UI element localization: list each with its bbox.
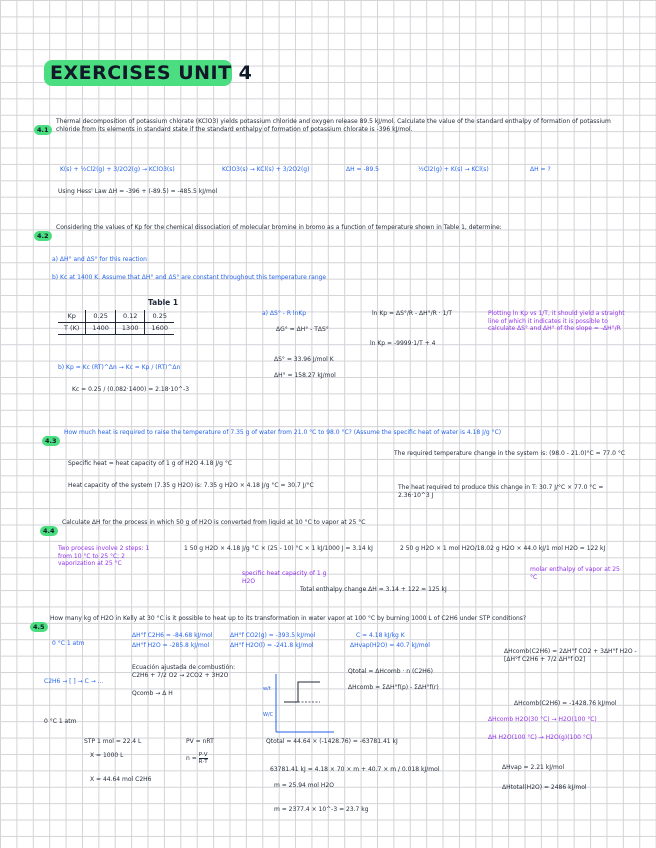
ex2-sol-s: ΔS° = 33.96 J/mol K — [274, 356, 334, 363]
ex5-flow-step: Qcomb → Δ H — [132, 690, 173, 697]
n-denominator: R·T — [198, 759, 208, 765]
table-cell: 1300 — [115, 322, 145, 334]
n-numerator: P·V — [198, 752, 208, 758]
ex5-qtotal: Qtotal = ΔHcomb · n (C2H6) — [348, 668, 433, 675]
ex4-badge: 4.4 — [40, 518, 58, 537]
diagram-curve — [284, 682, 320, 702]
ex5-badge: 4.5 — [30, 614, 48, 633]
ex5-data1: ΔH°f C2H6 = -84.68 kJ/mol — [132, 632, 213, 639]
table-cell: T (K) — [58, 322, 86, 334]
data-table — [58, 310, 174, 335]
ex2-sol-b1: b) Kp = Kc (RT)^Δn → Kc = Kp / (RT)^Δn — [58, 364, 181, 371]
ex1-result: Using Hess' Law ΔH = -396 + (-89.5) = -485.5 kJ/mol — [58, 188, 218, 195]
ex3-badge: 4.3 — [42, 428, 60, 447]
ex5-stp3: X = 1000 L — [90, 752, 124, 759]
ex5-hess1: ΔHcomb(C2H6) = 2ΔH°f CO2 + 3ΔH°f H2O - [ΔH°f C2H6 + 7/2 ΔH°f O2] — [504, 648, 637, 663]
energy-diagram — [262, 668, 338, 740]
ex1-eq-2-val: ΔH = -89.5 — [346, 166, 379, 173]
table-cell: Kp — [58, 310, 86, 322]
ex1-eq-main: K(s) + ½Cl2(g) + 3/2O2(g) → KClO3(s) — [60, 166, 175, 173]
table-cell: 0.25 — [86, 310, 116, 322]
ex5-flow-left: C2H6 → [ ] → C → … — [44, 678, 104, 685]
ex5-eq-h2o1: ΔHcomb H2O(30 °C) → H2O(100 °C) — [488, 716, 597, 723]
ex5-m-line: m = 25.94 mol H2O — [274, 782, 334, 789]
ex2-part-a: a) ΔH° and ΔS° for this reaction — [52, 256, 147, 263]
ex5-final: m = 2377.4 × 10^-3 = 23.7 kg — [274, 806, 369, 813]
ex4-total: Total enthalpy change ΔH = 3.14 + 122 = 125 kJ — [300, 586, 447, 593]
table-row — [58, 322, 174, 334]
page-title: EXERCISES UNIT 4 — [50, 62, 253, 84]
table-row — [58, 310, 174, 322]
ex4-step1: 1 50 g H2O × 4.18 J/g °C × (25 - 10) °C × 1 kJ/1000 J = 3.14 kJ — [184, 545, 373, 552]
ex5-flow-note: Ecuación ajustada de combustión: C2H6 + 7/2 O2 → 2CO2 + 3H2O — [132, 664, 236, 679]
ex2-sol-a2: ΔG° = ΔH° - TΔS° — [276, 326, 329, 333]
ex4-step2-label: molar enthalpy of vapor at 25 °C — [530, 566, 620, 581]
ex2-sol-b2: Kc = 0.25 / (0.082·1400) = 2.18·10^-3 — [72, 386, 190, 393]
diagram-label-t: w/t — [263, 686, 271, 692]
ex5-data5: ΔH°f H2O(l) = -241.8 kJ/mol — [230, 642, 314, 649]
ex5-qtotal-val: Qtotal = 44.64 × (-1428.76) = -63781.41 kJ — [266, 738, 398, 745]
ex4-step2: 2 50 g H2O × 1 mol H2O/18.02 g H2O × 44.0 kJ/1 mol H2O = 122 kJ — [400, 545, 606, 552]
ex2-statement: Considering the values of Kp for the chemical dissociation of molecular bromine in bromo as a function of temperature shown in Table 1, determine: — [56, 224, 502, 231]
ex5-eq-h2o2: ΔH H2O(100 °C) → H2O(g)(100 °C) — [488, 734, 593, 741]
ex5-stp-label: 0 °C 1 atm — [52, 640, 85, 647]
table-cell: 0.12 — [115, 310, 145, 322]
ex5-dh-vap: ΔHvap = 2.21 kJ/mol — [502, 764, 565, 771]
ex2-sol-a1: a) ΔS° - R lnKp — [262, 310, 307, 317]
table-cell: 1600 — [145, 322, 174, 334]
ex5-n-formula: n = $\frac{P\cdot V}{R\cdot T}$ — [186, 752, 208, 765]
ex1-eq-2: KClO3(s) → KCl(s) + 3/2O2(g) — [222, 166, 310, 173]
ex5-stp2: STP 1 mol = 22.4 L — [84, 738, 142, 745]
ex2-sol-ln: ln Kp = ΔS°/R - ΔH°/R · 1/T — [372, 310, 453, 317]
kp-table — [58, 310, 174, 335]
ex5-stp: 0 °C 1 atm — [44, 718, 77, 725]
ex5-n-c2h6: X = 44.64 mol C2H6 — [90, 776, 152, 783]
ex4-step1-label: specific heat capacity of 1 g H2O — [242, 570, 327, 585]
ex2-sol-ln2: ln Kp = -9999·1/T + 4 — [370, 340, 436, 347]
ex4-note: Two process involve 2 steps: 1 from 10 °C to 25 °C; 2 vaporization at 25 °C — [58, 545, 150, 567]
diagram-label-wc: W/C — [263, 712, 274, 718]
ex5-pv: PV = nRT — [186, 738, 214, 745]
ex2-sol-h: ΔH° = 158.27 kJ/mol — [274, 372, 336, 379]
ex5-data6: ΔHvap(H2O) = 40.7 kJ/mol — [350, 642, 430, 649]
ex3-temp-change: The required temperature change in the system is: (98.0 - 21.0)°C = 77.0 °C — [394, 450, 626, 457]
ex5-statement: How many kg of H2O in Kelly at 30 °C is it possible to heat up to its transformation in water vapor at 100 °C by burning 1000 L of C2H6 under STP conditions? — [50, 615, 527, 622]
ex5-data4: C = 4.18 kJ/kg K — [356, 632, 405, 639]
ex2-part-b: b) Kc at 1400 K. Assume that ΔH° and ΔS° are constant throughout this temperature range — [52, 274, 327, 281]
ex2-sol-note: Plotting ln Kp vs 1/T, it should yield a straight line of which it indicates it is possible to calculate ΔS° and ΔH° of the slope = -ΔH°/R — [488, 310, 625, 332]
ex5-hess2: ΔHcomb(C2H6) = -1428.76 kJ/mol — [514, 700, 617, 707]
ex3-heat: The heat required to produce this change in T: 30.7 J/°C × 77.0 °C = 2.36·10^3 J — [398, 484, 604, 499]
n-fraction — [199, 752, 208, 765]
ex5-heat-line: 63781.41 kJ = 4.18 × 70 × m + 40.7 × m / 0.018 kJ/mol — [270, 766, 440, 773]
ex3-line2: Heat capacity of the system (7.35 g H2O) is: 7.35 g H2O × 4.18 J/g °C = 30.7 J/°C — [68, 482, 314, 489]
table-cell: 0.25 — [145, 310, 174, 322]
ex4-statement: Calculate ΔH for the process in which 50 g of H2O is converted from liquid at 10 °C to vapor at 25 °C — [62, 519, 366, 526]
ex1-eq-3: ½Cl2(g) + K(s) → KCl(s) — [418, 166, 489, 173]
ex1-badge: 4.1 — [34, 117, 52, 136]
ex5-data2: ΔH°f CO2(g) = -393.5 kJ/mol — [230, 632, 316, 639]
ex3-statement: How much heat is required to raise the temperature of 7.35 g of water from 21.0 °C to 98.0 °C? (Assume the specific heat of water is 4.18 J/g °C) — [64, 429, 502, 436]
table-cell: 1400 — [86, 322, 116, 334]
ex1-eq-3-val: ΔH = ? — [530, 166, 551, 173]
ex5-ex-eq: ΔHcomb = ΣΔH°f(p) - ΣΔH°f(r) — [348, 684, 439, 691]
ex1-statement: Thermal decomposition of potassium chlorate (KClO3) yields potassium chloride and oxygen release 89.5 kJ/mol. Calculate the value of the standard enthalpy of formation of potassium chloride from its elements in standard state if the standard enthalpy of formation of potassium chlorate is -396 kJ/mol. — [56, 118, 611, 133]
ex5-dh-total: ΔHtotal(H2O) = 2486 kJ/mol — [502, 784, 587, 791]
ex5-data3: ΔH°f H2O = -285.8 kJ/mol — [132, 642, 210, 649]
ex3-line1: Specific heat = heat capacity of 1 g of H2O 4.18 J/g °C — [68, 460, 233, 467]
ex2-badge: 4.2 — [34, 223, 52, 242]
table-title: Table 1 — [148, 298, 179, 307]
